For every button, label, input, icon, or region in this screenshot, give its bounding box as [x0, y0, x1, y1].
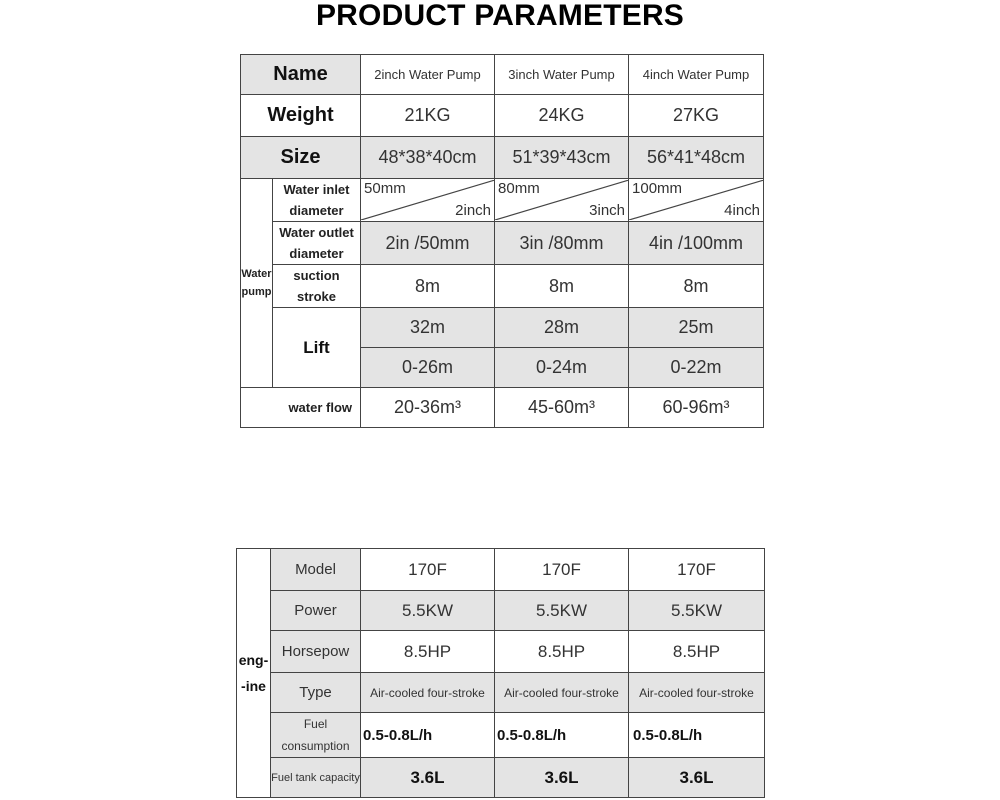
table-row — [237, 591, 765, 631]
name-label: Name — [241, 55, 361, 95]
weight-label: Weight — [241, 95, 361, 137]
type-cell: Air-cooled four-stroke — [361, 673, 495, 713]
table-row — [237, 631, 765, 673]
flow-cell: 45-60m³ — [495, 388, 629, 428]
outlet-label: Water outlet diameter — [273, 222, 361, 265]
fuel-tank-cell: 3.6L — [361, 758, 495, 798]
suction-label: suction stroke — [273, 265, 361, 308]
weight-cell: 27KG — [629, 95, 764, 137]
pump-parameters-table — [240, 54, 764, 428]
table-row — [241, 137, 764, 179]
fuel-consumption-cell: 0.5-0.8L/h — [495, 713, 629, 758]
horsepower-cell: 8.5HP — [495, 631, 629, 673]
fuel-tank-cell: 3.6L — [629, 758, 765, 798]
suction-cell: 8m — [495, 265, 629, 308]
table-row — [241, 179, 764, 222]
name-cell: 2inch Water Pump — [361, 55, 495, 95]
table-row — [237, 758, 765, 798]
fuel-consumption-label: Fuel consumption — [271, 713, 361, 758]
model-cell: 170F — [495, 549, 629, 591]
fuel-tank-cell: 3.6L — [495, 758, 629, 798]
model-cell: 170F — [361, 549, 495, 591]
lift-max-cell: 28m — [495, 308, 629, 348]
page-title: PRODUCT PARAMETERS — [315, 0, 685, 32]
fuel-consumption-cell: 0.5-0.8L/h — [361, 713, 495, 758]
size-label: Size — [241, 137, 361, 179]
flow-cell: 60-96m³ — [629, 388, 764, 428]
water-pump-group-label: Water pump — [241, 179, 273, 388]
horsepower-cell: 8.5HP — [629, 631, 765, 673]
inlet-inch: 3inch — [589, 202, 626, 219]
weight-cell: 21KG — [361, 95, 495, 137]
outlet-cell: 3in /80mm — [495, 222, 629, 265]
name-cell: 4inch Water Pump — [629, 55, 764, 95]
size-cell: 48*38*40cm — [361, 137, 495, 179]
inlet-label: Water inlet diameter — [273, 179, 361, 222]
model-label: Model — [271, 549, 361, 591]
table-row — [237, 713, 765, 758]
type-label: Type — [271, 673, 361, 713]
inlet-inch: 4inch — [724, 202, 761, 219]
size-cell: 51*39*43cm — [495, 137, 629, 179]
table-row — [237, 549, 765, 591]
table-row — [241, 265, 764, 308]
fuel-consumption-cell: 0.5-0.8L/h — [629, 713, 765, 758]
lift-range-cell: 0-24m — [495, 348, 629, 388]
power-label: Power — [271, 591, 361, 631]
lift-max-cell: 25m — [629, 308, 764, 348]
inlet-mm: 80mm — [498, 180, 540, 197]
horsepower-cell: 8.5HP — [361, 631, 495, 673]
table-row — [241, 95, 764, 137]
power-cell: 5.5KW — [629, 591, 765, 631]
outlet-cell: 2in /50mm — [361, 222, 495, 265]
inlet-cell — [495, 179, 629, 222]
lift-range-cell: 0-26m — [361, 348, 495, 388]
size-cell: 56*41*48cm — [629, 137, 764, 179]
power-cell: 5.5KW — [495, 591, 629, 631]
table-row — [241, 308, 764, 348]
lift-max-cell: 32m — [361, 308, 495, 348]
water-flow-label: water flow — [241, 388, 361, 428]
lift-range-cell: 0-22m — [629, 348, 764, 388]
type-cell: Air-cooled four-stroke — [495, 673, 629, 713]
suction-cell: 8m — [629, 265, 764, 308]
lift-label: Lift — [273, 308, 361, 388]
name-cell: 3inch Water Pump — [495, 55, 629, 95]
type-cell: Air-cooled four-stroke — [629, 673, 765, 713]
suction-cell: 8m — [361, 265, 495, 308]
engine-group-label: eng- -ine — [237, 549, 271, 798]
inlet-inch: 2inch — [455, 202, 492, 219]
fuel-tank-label: Fuel tank capacity — [271, 758, 361, 798]
table-row — [241, 388, 764, 428]
table-row — [241, 55, 764, 95]
flow-cell: 20-36m³ — [361, 388, 495, 428]
table-row — [241, 222, 764, 265]
power-cell: 5.5KW — [361, 591, 495, 631]
weight-cell: 24KG — [495, 95, 629, 137]
inlet-cell — [361, 179, 495, 222]
inlet-mm: 100mm — [632, 180, 683, 197]
table-row — [237, 673, 765, 713]
engine-parameters-table — [236, 548, 765, 798]
inlet-mm: 50mm — [364, 180, 406, 197]
outlet-cell: 4in /100mm — [629, 222, 764, 265]
horsepower-label: Horsepow — [271, 631, 361, 673]
model-cell: 170F — [629, 549, 765, 591]
inlet-cell — [629, 179, 764, 222]
